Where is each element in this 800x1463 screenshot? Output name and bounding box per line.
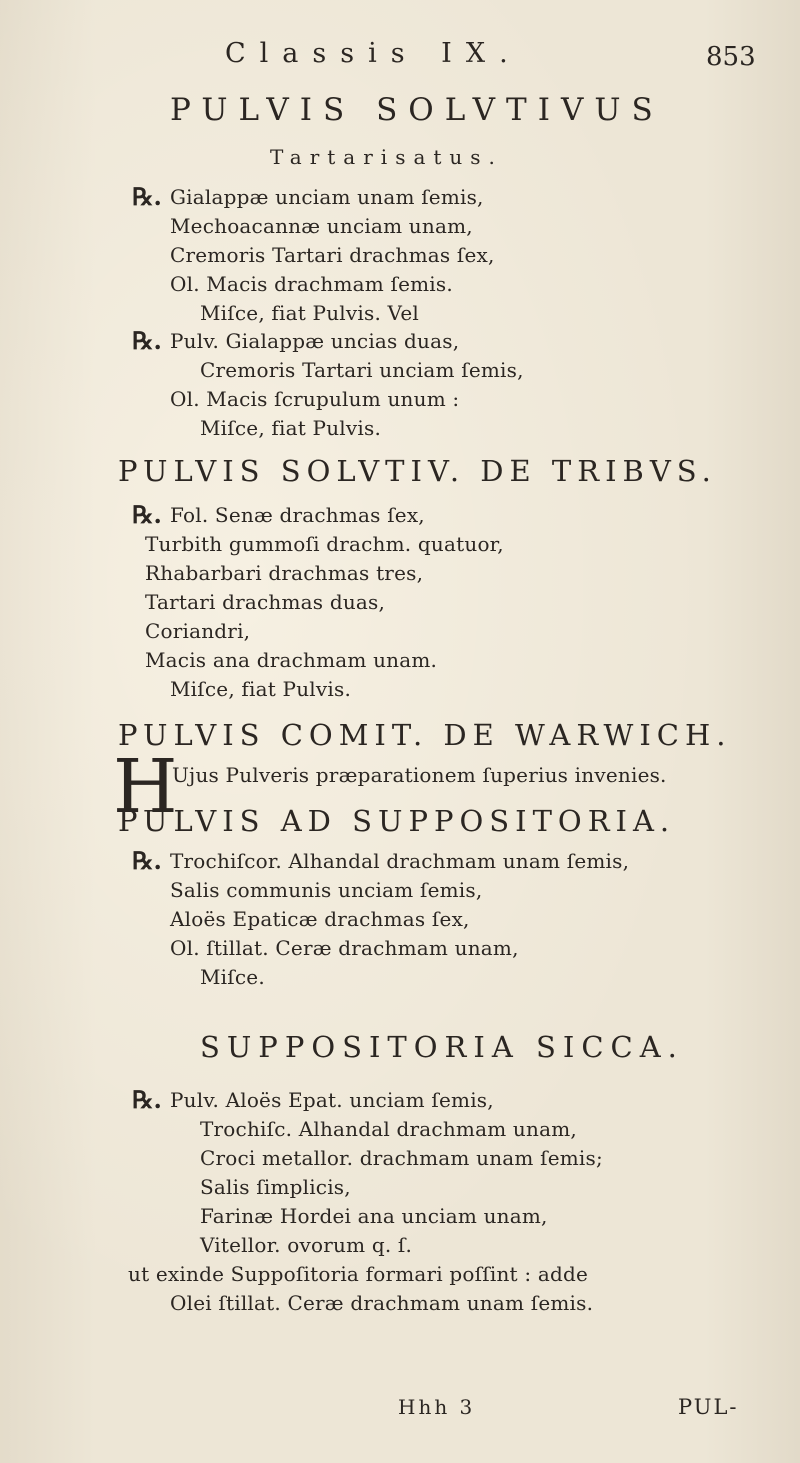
recipe-line: Farinæ Hordei ana unciam unam,	[200, 1204, 548, 1228]
recipe-line: Ol. ſtillat. Ceræ drachmam unam,	[170, 936, 519, 960]
recipe-line: Salis ſimplicis,	[200, 1175, 351, 1199]
recipe-line: Croci metallor. drachmam unam ſemis;	[200, 1146, 603, 1170]
recipe-line: Ol. Macis drachmam ſemis.	[170, 272, 453, 296]
recipe-line: Trochiſc. Alhandal drachmam unam,	[200, 1117, 577, 1141]
recipe-line: Gialappæ unciam unam ſemis,	[170, 185, 484, 209]
recipe-line: Olei ſtillat. Ceræ drachmam unam ſemis.	[170, 1291, 594, 1315]
recipe-line: Macis ana drachmam unam.	[145, 648, 438, 672]
recipe-line: Mechoacannæ unciam unam,	[170, 214, 473, 238]
recipe-line: Cremoris Tartari unciam ſemis,	[200, 358, 524, 382]
recipe-line: Miſce.	[200, 965, 265, 989]
recipe-line: Miſce, fiat Pulvis. Vel	[200, 301, 419, 325]
section-subtitle-tartarisatus: Tartarisatus.	[270, 145, 503, 169]
section-title-warwich: PULVIS COMIT. DE WARWICH.	[118, 718, 732, 752]
recipe-line: Aloës Epaticæ drachmas ſex,	[170, 907, 470, 931]
signature-mark: Hhh 3	[398, 1395, 476, 1419]
recipe-line: Fol. Senæ drachmas ſex,	[170, 503, 425, 527]
recipe-line: Pulv. Aloës Epat. unciam ſemis,	[170, 1088, 494, 1112]
recipe-line: Salis communis unciam ſemis,	[170, 878, 483, 902]
recipe-line: Miſce, fiat Pulvis.	[170, 677, 351, 701]
section-title-pulvis-solutivus: PULVIS SOLVTIVUS	[170, 92, 664, 128]
recipe-symbol: ℞.	[132, 182, 162, 211]
recipe-line: Rhabarbari drachmas tres,	[145, 561, 424, 585]
recipe-symbol: ℞.	[132, 326, 162, 355]
recipe-line: Coriandri,	[145, 619, 251, 643]
section-title-suppositoria-sicca: SUPPOSITORIA SICCA.	[200, 1030, 684, 1064]
recipe-line: Miſce, fiat Pulvis.	[200, 416, 381, 440]
page-number: 853	[706, 42, 756, 72]
recipe-line: Tartari drachmas duas,	[145, 590, 386, 614]
running-title: Classis IX.	[225, 38, 522, 69]
recipe-symbol: ℞.	[132, 846, 162, 875]
catchword: PUL-	[678, 1395, 739, 1419]
recipe-symbol: ℞.	[132, 500, 162, 529]
section-title-ad-suppositoria: PULVIS AD SUPPOSITORIA.	[118, 804, 676, 838]
recipe-line: ut exinde Suppoſitoria formari poſſint : adde	[128, 1262, 588, 1286]
recipe-line: Cremoris Tartari drachmas ſex,	[170, 243, 495, 267]
recipe-line: Turbith gummoſi drachm. quatuor,	[145, 532, 504, 556]
recipe-line: Pulv. Gialappæ uncias duas,	[170, 329, 460, 353]
recipe-symbol: ℞.	[132, 1085, 162, 1114]
paragraph-text: Ujus Pulveris præparationem ſuperius invenies.	[172, 763, 667, 787]
drop-cap: H	[113, 744, 174, 830]
recipe-line: Ol. Macis ſcrupulum unum :	[170, 387, 460, 411]
recipe-line: Trochiſcor. Alhandal drachmam unam ſemis,	[170, 849, 630, 873]
section-title-de-tribus: PULVIS SOLVTIV. DE TRIBVS.	[118, 454, 717, 488]
recipe-line: Vitellor. ovorum q. ſ.	[200, 1233, 413, 1257]
